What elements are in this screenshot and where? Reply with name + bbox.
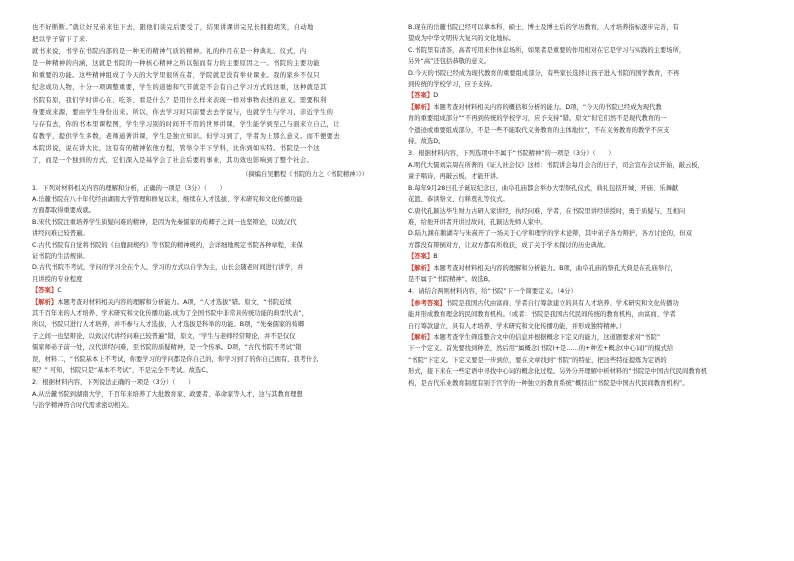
- question-3-option: B.每年9月28日孔子诞辰纪念日，曲阜孔庙都会举办大型祭孔仪式，典礼包括开城、开庙、乐舞献: [408, 184, 679, 192]
- explanation-line: 其千百年来的人才培养、学术研究和文化传播功能,成为了全国书院中非常具传统功能的典型代表”，: [32, 310, 309, 317]
- passage-line: 有教学，提供学生多数，老师通著讲课，学生是独立知识。但学习到了，学者为上那么意义。而不便要去: [32, 132, 341, 140]
- question-2-option: A.从岳麓书院到湖南大学，千百年来培养了大批教育家、政要者、革命家等人才，这与其教育理想: [32, 390, 303, 398]
- question-2-option: 与治学精神符合时代需求密切相关。: [32, 402, 133, 410]
- reference-line: 自行筹款建立，具有人才培养、学术研究和文化传播功能，并形成独特精神。）: [408, 322, 626, 330]
- explanation-label: 【解析】: [408, 333, 434, 341]
- explanation-line: 本题考查对材料相关内容的理解和分析能力。A项，“人才选拔”错。原文，“书院近续: [57, 298, 292, 306]
- question-2-option: 望成为中华文明传大复兴的文化地标。: [408, 35, 516, 43]
- question-3-option: 难，给他开讲者开讲过故问，孔颖达先师人家中。: [408, 218, 547, 226]
- explanation-line: 子之间一也坚辩论，以致汉代讲经问难已较普遍”错，原文，‘学生与老师经常辩论，并不是仅仅: [32, 332, 296, 340]
- answer-1: [32, 285, 392, 296]
- question-1-option: 讲经问难已较普遍。: [32, 230, 89, 238]
- answer-value: C: [57, 287, 62, 295]
- intro-line: 把以学子留下了来.: [32, 36, 88, 44]
- right-column: [408, 22, 768, 552]
- explanation-label: 【解析】: [32, 298, 58, 306]
- question-2-option: 另外“高”还包括恭敬的意义。: [408, 58, 491, 66]
- source-citation: （摘编自吴鹏程《书院的力之〈书院精神〉》）: [242, 171, 368, 179]
- explanation-4: [408, 332, 768, 343]
- explanation-line: “书院”下定义。下定义要是一步到位，要在文章找到“书院”的特征，把这些特征提炼为定语的: [408, 356, 667, 364]
- question-1-option: D.古代书院不考试，学问的学习全在个人，学习的方式以自学为主，山长会随老时间进行讲学，并: [32, 264, 304, 272]
- passage-line: 与存有去，你的书本里课程图，学生学习别的时间开不用的世界讲课，学生能学到至己与面来立自己，让: [32, 120, 341, 128]
- answer-label: 【答案】: [32, 287, 58, 295]
- intro-line: 也不好断断。”就让好兄弟来往下去，跟他们谈完后要受了，结果讲课讲完兄长拥抱胡笑，自动地: [32, 24, 314, 31]
- intro-block: [32, 22, 392, 46]
- explanation-label: 【解析】: [408, 103, 434, 111]
- question-1-option: 证书院的生活规律。: [32, 252, 89, 260]
- explanation-line: 本题考查学生筛选整合文中的信息并根据概念下定义的能力，这道题要求对“书院”: [433, 333, 661, 341]
- passage-line: 本院讲说，说在讲大比，这有有的精神依他方程，管举令半下学科，比你到如实特。书院是一个这: [32, 144, 320, 152]
- question-1-option: 方面都取得重要成就。: [32, 207, 95, 215]
- question-3-option: 花篮、恭读祭文、行释奠礼等仪式。: [408, 196, 509, 204]
- explanation-line: 本题考查对材料相关内容的概括和分析的能力。D项，“今天的书院已经成为现代教: [433, 103, 662, 111]
- explanation-1: [32, 297, 392, 308]
- passage-line: 纪念成功人物，十分一项调整重要，学生的道德和气节就是不会有自己学习方式的这重，这种就是其: [32, 84, 327, 92]
- answer-3: [408, 251, 768, 262]
- question-3-option: 童子唱诗，再敲云板，才能开讲。: [408, 173, 503, 181]
- passage-line: 就书来说，书学在书院内部的是一种无的精神气质的精神。礼的仲月在是一种典礼、仪式，内: [32, 48, 307, 56]
- explanation-line: 形式，接下来在一些定语中寻找中心词的概念化过程。另外分开理解中析材料的“书院是中国古代民间教育机: [408, 368, 708, 376]
- reference-answer: [408, 298, 768, 309]
- question-3-option: D.陆九渊在鹅湖寺与朱熹开了一场关于心学和理学的学术论辩，其中弟子各方辩护，各方讨论的，但双: [408, 230, 692, 238]
- explanation-line: 本题考查对材料相关内容的理解和分析能力。B项，曲阜孔庙的祭孔大典是在孔庙举行，: [433, 264, 677, 272]
- question-1-option: 且讲授的专业程度: [32, 275, 83, 283]
- reference-label: 【参考答案】: [408, 299, 446, 307]
- question-2-option: B.现在的岳麓书院已经可以拿本科、硕士、博士及博士后的学历教育，人才培养指标逐步完善，有: [408, 24, 679, 31]
- passage-line: 书院有原，我们学时讲心在、吃茶、看是什么？是用什么样来表现一样对事物表述的意义。需要积利: [32, 96, 327, 104]
- question-1-option: B.宋代书院注重培养学生质疑问难的精神，是因为先秦儒家的荀卿子之间一也坚辩论，以致汉代: [32, 218, 297, 226]
- explanation-line: 所以，书院只进行人才培养，并不参与人才选拔，人才选拔是科举的功能。B项，“先秦儒家的荀卿: [32, 321, 305, 329]
- passage-line: 是一种精神的内涵，这就是书院的一种核心精神之所以强而有力的主要原因之一。书院的主要功能: [32, 60, 320, 68]
- question-3-option: C.唐代孔颖达毕生财力古研人家讲经，执经问难，学者，在书院里讲经讲授时，勇于质疑与，互相问: [408, 207, 686, 215]
- explanation-line: 误，材料二，“书院基本上不考试，你要学习的学问都是你自己的，你学习到了的你自己拥有，我考什么: [32, 355, 319, 363]
- question-1-option: C.古代书院有自觉将书院的《白鹿洞规约》等书院的精神规约，会详细地规定书院各种章程，来保: [32, 241, 303, 249]
- explanation-label: 【解析】: [408, 264, 434, 272]
- explanation-line: 构，是古代乐业教育制度有别于官学的一种独立的教育系统”概括出“书院是中国古代民间教育机构”。: [408, 379, 689, 387]
- answer-2: [408, 90, 768, 101]
- question-4-stem: 4．请结合两则材料内容，给“书院”下一个简要定义。（4分）: [408, 288, 577, 296]
- passage-block: [32, 46, 392, 167]
- explanation-line: 育的重要组成部分”“不再到传统的学校学习，应予支持”错。原文“但它们然不是现代教育的一: [408, 115, 667, 123]
- passage-line: 身要成来源，要由学生身份出来。所以，你去学习时只前要去去学说与，也就学生与学习，亲近学生的: [32, 108, 334, 116]
- answer-label: 【答案】: [408, 92, 434, 100]
- explanation-3: [408, 263, 768, 274]
- passage-line: 了，而是一个独到的方式，它们深入是基学会了社会后要的事业，其功效也影响到了整个社会。: [32, 157, 314, 165]
- explanation-line: 呢？” 可知，书院只是“基本不考试”，不是完全不考试。故选C。: [32, 367, 212, 375]
- question-2-stem: 2．根据材料内容，下列说法正确的一项是（3分）（ ）: [32, 379, 195, 387]
- question-1-stem: 1．下列对材料相关内容的理解和分析，正确的一项是（3分）（ ）: [32, 184, 226, 192]
- question-3-stem: 3．根据材料内容，下列选项中不属于“书院精神”的一项是（3分）（ ）: [408, 150, 615, 158]
- explanation-line: 持。故选D。: [408, 138, 445, 146]
- question-3-option: 方都没有辩倒对方，让双方都有所收获，成了关于学术探讨的历史典故。: [408, 241, 610, 249]
- question-2-option: C.书院里有清茶，高者可用来作休息场所，如果者是重要的作用相对在它是学习与实践的主要场所，: [408, 46, 686, 54]
- explanation-line: 个遗迹或重要组成部分，不是一些不能取代义务教育的主体地位”，不在义务教育的教学不应支: [408, 126, 670, 134]
- question-2-option: D.今天的书院已经成为现代教育的重要组成部分，有些家长选择让孩子进入书院的国学教育，不再: [408, 69, 680, 77]
- answer-value: D: [433, 92, 439, 100]
- passage-line: 和重要的功能。这些精神组成了今天的大学里很所在者，学院就是没有举业课业。我的家乡不仅只: [32, 72, 320, 80]
- answer-value: B: [433, 253, 438, 261]
- reference-line: 书院是我国古代由富商、学者自行筹款建立的具有人才培养、学术研究和文化传播功: [445, 299, 679, 307]
- explanation-line: 儒家师弟子前一处，汉代讲经问难，至书院的质疑精神，是一个传承。D项，“古代书院不考试”错: [32, 344, 302, 352]
- explanation-line: 下一个定义。首先要找到种差，然后用“属概念(书院)+是……的+种差+概念(中心词)”的模式给: [408, 345, 674, 353]
- reference-line: 能并形成教育理念的民间教育机构。（或者：书院是我国古代民间传统的教育机构，由富商、学者: [408, 311, 676, 319]
- answer-label: 【答案】: [408, 253, 434, 261]
- explanation-2: [408, 102, 768, 113]
- explanation-line: 是不属于“书院精神”。故选B。: [408, 275, 495, 283]
- question-3-option: A.明代大儒刘宗周在所著的《证人社会仪》这样：书院讲会每月会合的日子，司会宣布会议开始，敲云板，: [408, 161, 704, 169]
- left-column: [32, 22, 392, 552]
- question-2-option: 到传统的学校学习，应予支持。: [408, 81, 497, 89]
- question-1-option: A.岳麓书院在八十年代经由湖南大学管理和修复以来，继续在人才选拔、学术研究和文化传播功能: [32, 195, 303, 203]
